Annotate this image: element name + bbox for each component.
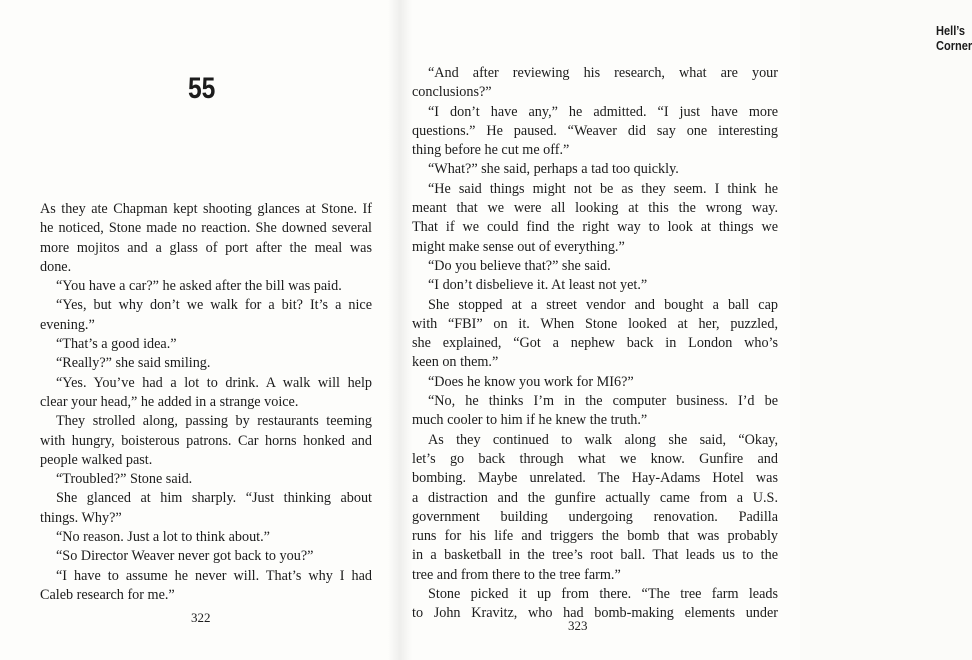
text-line: in a basketball in the tree’s root ball. That leads us to the	[412, 547, 778, 564]
right-page	[400, 0, 972, 660]
text-line: As they ate Chapman kept shooting glances at Stone. If	[40, 201, 372, 217]
text-line: “I don’t disbelieve it. At least not yet.”	[428, 277, 648, 294]
page-number-right: 323	[568, 618, 588, 633]
running-head: Hell’s Corner	[936, 23, 972, 53]
text-line: “Really?” she said smiling.	[56, 355, 211, 372]
text-line: conclusions?”	[412, 84, 492, 101]
chapter-number: 55	[188, 72, 216, 105]
text-line: might make sense out of everything.”	[412, 238, 625, 255]
text-line: he noticed, Stone made no reaction. She downed several	[40, 220, 372, 237]
text-line: “Troubled?” Stone said.	[56, 471, 193, 488]
text-line: That if we could find the right way to look at things we	[412, 219, 778, 236]
text-line: questions.” He paused. “Weaver did say one interesting	[412, 122, 778, 139]
text-line: she explained, “Got a nephew back in London who’s	[412, 335, 778, 352]
text-line: “He said things might not be as they seem. I think he	[428, 180, 778, 197]
text-line: Stone picked it up from there. “The tree farm leads	[428, 586, 778, 603]
text-line: “Yes. You’ve had a lot to drink. A walk will help	[56, 374, 372, 391]
text-line: with hungry, boisterous patrons. Car horns honked and	[40, 432, 372, 449]
text-line: bombing. Maybe unrelated. The Hay-Adams Hotel was	[412, 470, 778, 487]
text-line: She stopped at a street vendor and bought a ball cap	[428, 296, 778, 313]
text-line: As they continued to walk along she said, “Okay,	[428, 431, 778, 448]
text-line: “Does he know you work for MI6?”	[428, 373, 634, 390]
text-line: “No, he thinks I’m in the computer business. I’d be	[428, 393, 778, 410]
right-page-body	[412, 64, 778, 624]
text-line: much cooler to him if he knew the truth.”	[412, 412, 648, 429]
text-line: things. Why?”	[40, 509, 122, 526]
text-line: more mojitos and a glass of port after the meal was	[40, 239, 372, 256]
text-line: “You have a car?” he asked after the bill was paid.	[56, 278, 342, 295]
text-line: clear your head,” he added in a strange voice.	[40, 393, 299, 410]
text-line: They strolled along, passing by restaurants teeming	[56, 413, 372, 430]
text-line: “And after reviewing his research, what are your	[428, 65, 778, 81]
text-line: thing before he cut me off.”	[412, 142, 570, 159]
text-line: a distraction and the gunfire actually came from a U.S.	[412, 489, 778, 506]
text-line: “Do you believe that?” she said.	[428, 257, 611, 274]
text-line: “So Director Weaver never got back to you?”	[56, 548, 314, 565]
text-line: government building undergoing renovation. Padilla	[412, 508, 778, 525]
text-line: done.	[40, 258, 72, 275]
text-line: Caleb research for me.”	[40, 586, 175, 603]
text-line: tree and from there to the tree farm.”	[412, 566, 621, 583]
text-line: with “FBI” on it. When Stone looked at her, puzzled,	[412, 315, 778, 332]
text-line: to John Kravitz, who had bomb-making elements under	[412, 605, 778, 622]
text-line: people walked past.	[40, 451, 153, 468]
text-line: runs for his life and triggers the bomb that was probably	[412, 528, 778, 545]
text-line: meant that we were all looking at this the wrong way.	[412, 200, 778, 217]
text-line: “Yes, but why don’t we walk for a bit? It’s a nice	[56, 297, 372, 314]
text-line: “That’s a good idea.”	[56, 336, 177, 353]
text-line: evening.”	[40, 316, 95, 333]
book-gutter	[388, 0, 412, 660]
text-line: “No reason. Just a lot to think about.”	[56, 529, 270, 546]
text-line: “I have to assume he never will. That’s why I had	[56, 567, 372, 584]
text-line: “I don’t have any,” he admitted. “I just have more	[428, 103, 778, 120]
left-page	[0, 0, 400, 660]
page-number-left: 322	[191, 610, 211, 625]
left-page-body	[40, 200, 372, 605]
text-line: She glanced at him sharply. “Just thinking about	[56, 490, 372, 507]
text-line: let’s go back through what we know. Gunfire and	[412, 450, 778, 467]
text-line: keen on them.”	[412, 354, 499, 371]
text-line: “What?” she said, perhaps a tad too quickly.	[428, 161, 679, 178]
